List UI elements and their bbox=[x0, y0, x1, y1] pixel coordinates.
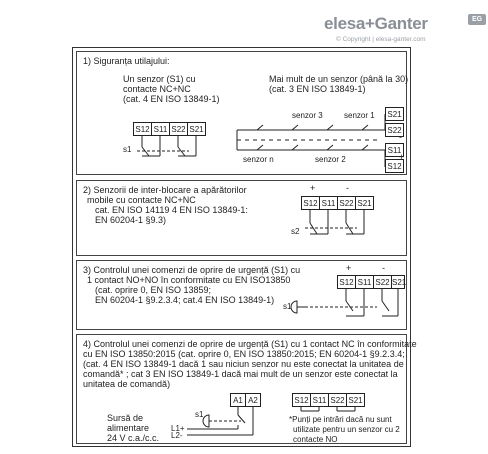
panel1-terminal-s21: S21 bbox=[187, 122, 206, 136]
panel4-heading-line-5: unitatea de comandă) bbox=[83, 379, 171, 389]
panel3-terminal-s12: S12 bbox=[337, 275, 356, 289]
panel4-terminal-a2: A2 bbox=[245, 393, 261, 407]
panel2-terminal-s12: S12 bbox=[301, 196, 320, 210]
panel1-chain-terminal-s22: S22 bbox=[385, 123, 404, 137]
panel4-terminal-a1: A1 bbox=[230, 393, 246, 407]
brand-badge: EG bbox=[468, 14, 486, 25]
diagram-frame bbox=[72, 47, 417, 447]
panel2-heading-line-1: 2) Senzorii de inter-blocare a apărătorilor bbox=[83, 185, 247, 195]
panel2-terminal-s21: S21 bbox=[355, 196, 374, 210]
panel1-chain-plus: + bbox=[399, 152, 405, 162]
panel4-terminal-s11: S11 bbox=[310, 393, 329, 407]
panel1-chain-terminal-s12: S12 bbox=[385, 159, 404, 173]
panel2-heading-line-2: mobile cu contacte NC+NC bbox=[87, 195, 196, 205]
panel4-supply-line-3: 24 V c.a./c.c. bbox=[107, 433, 160, 443]
panel4-supply-line-1: Sursă de bbox=[107, 413, 144, 423]
panel4-footnote-line-1: *Punți pe intrări dacă nu sunt bbox=[289, 415, 392, 424]
panel2-plus: + bbox=[310, 183, 316, 193]
panel4-supply-line-2: alimentare bbox=[107, 423, 150, 433]
panel1-chain-terminal-s11: S11 bbox=[385, 143, 404, 157]
panel3-plus: + bbox=[346, 263, 352, 273]
panel1-sensor-n-label: senzor n bbox=[243, 155, 274, 164]
panel1-sensor-3-label: senzor 3 bbox=[292, 111, 323, 120]
panel1-heading: 1) Siguranța utilajului: bbox=[83, 56, 170, 66]
panel1-chain-terminal-s21: S21 bbox=[385, 107, 404, 121]
panel1-sensor-1-label: senzor 1 bbox=[344, 111, 375, 120]
panel2-switch-label: s2 bbox=[291, 227, 300, 236]
panel1-terminal-s12: S12 bbox=[133, 122, 152, 136]
panel1-terminal-s11: S11 bbox=[151, 122, 170, 136]
panel-emergency-stop-nc bbox=[76, 334, 417, 444]
panel4-footnote-line-3: contacte NO bbox=[293, 435, 338, 444]
panel1-right-line-2: (cat. 3 EN ISO 13849-1) bbox=[269, 84, 366, 94]
panel4-line-l2: L2- bbox=[171, 431, 183, 440]
panel3-terminal-s22: S22 bbox=[373, 275, 392, 289]
panel-emergency-stop-no bbox=[76, 260, 407, 330]
panel3-terminal-s11: S11 bbox=[355, 275, 374, 289]
brand-copyright: © Copyright | elesa-ganter.com bbox=[336, 36, 426, 43]
panel3-switch-label: s1 bbox=[283, 302, 292, 311]
panel2-heading-line-3: cat. EN ISO 14119 4 EN ISO 13849-1: bbox=[95, 205, 248, 215]
panel2-terminal-s22: S22 bbox=[337, 196, 356, 210]
panel1-switch-label: s1 bbox=[123, 145, 132, 154]
panel4-switch-label: s1 bbox=[195, 410, 204, 419]
panel4-line-l1: L1+ bbox=[171, 424, 185, 433]
panel2-heading-line-4: EN 60204-1 §9.3) bbox=[95, 215, 167, 225]
panel1-right-line-1: Mai mult de un senzor (până la 30) bbox=[269, 74, 409, 84]
panel4-heading-line-2: cu EN ISO 13850:2015 (cat. oprire 0, EN ISO 13850:2015; EN 60204-1 §9.2.3.4; bbox=[83, 349, 405, 359]
panel3-heading-line-4: EN 60204-1 §9.2.3.4; cat.4 EN ISO 13849-1) bbox=[95, 295, 275, 305]
panel3-heading-line-3: (cat. oprire 0, EN ISO 13859; bbox=[95, 285, 212, 295]
panel-guard-interlock bbox=[76, 180, 407, 256]
panel1-terminal-s22: S22 bbox=[169, 122, 188, 136]
panel4-heading-line-4: comandă* ; cat 3 EN ISO 13849-1 dacă mai mult de un senzor este conectat la bbox=[83, 369, 398, 379]
panel4-terminal-s12: S12 bbox=[292, 393, 311, 407]
panel2-minus: - bbox=[346, 183, 349, 193]
panel3-terminal-s21: S21 bbox=[391, 275, 405, 289]
panel4-terminal-s22: S22 bbox=[328, 393, 347, 407]
panel4-heading-line-1: 4) Controlul unei comenzi de oprire de urgență (S1) cu 1 contact NC în conformitate bbox=[83, 339, 417, 349]
panel-machine-safety bbox=[76, 51, 407, 175]
panel1-left-line-2: contacte NC+NC bbox=[123, 84, 191, 94]
panel2-switch-wiring bbox=[77, 181, 408, 257]
panel3-minus: - bbox=[382, 263, 385, 273]
panel4-footnote-line-2: utilizate pentru un senzor cu 2 bbox=[293, 425, 400, 434]
panel3-heading-line-2: 1 contact NO+NO în conformitate cu EN ISO13850 bbox=[87, 275, 291, 285]
panel1-chain-minus: - bbox=[399, 132, 402, 142]
brand-name: elesa+Ganter bbox=[324, 14, 428, 33]
panel4-terminal-s21: S21 bbox=[346, 393, 365, 407]
panel1-left-line-1: Un senzor (S1) cu bbox=[123, 74, 196, 84]
panel4-heading-line-3: (cat. 4 EN ISO 13849-1 dacă 1 sau niciun senzor nu este conectat la unitatea de bbox=[83, 359, 404, 369]
panel3-heading-line-1: 3) Controlul unei comenzi de oprire de urgență (S1) cu bbox=[83, 265, 301, 275]
panel1-sensor-2-label: senzor 2 bbox=[315, 155, 346, 164]
panel1-left-line-3: (cat. 4 EN ISO 13849-1) bbox=[123, 94, 220, 104]
panel2-terminal-s11: S11 bbox=[319, 196, 338, 210]
panel3-switch-wiring bbox=[77, 261, 408, 331]
brand-logo bbox=[316, 12, 486, 52]
